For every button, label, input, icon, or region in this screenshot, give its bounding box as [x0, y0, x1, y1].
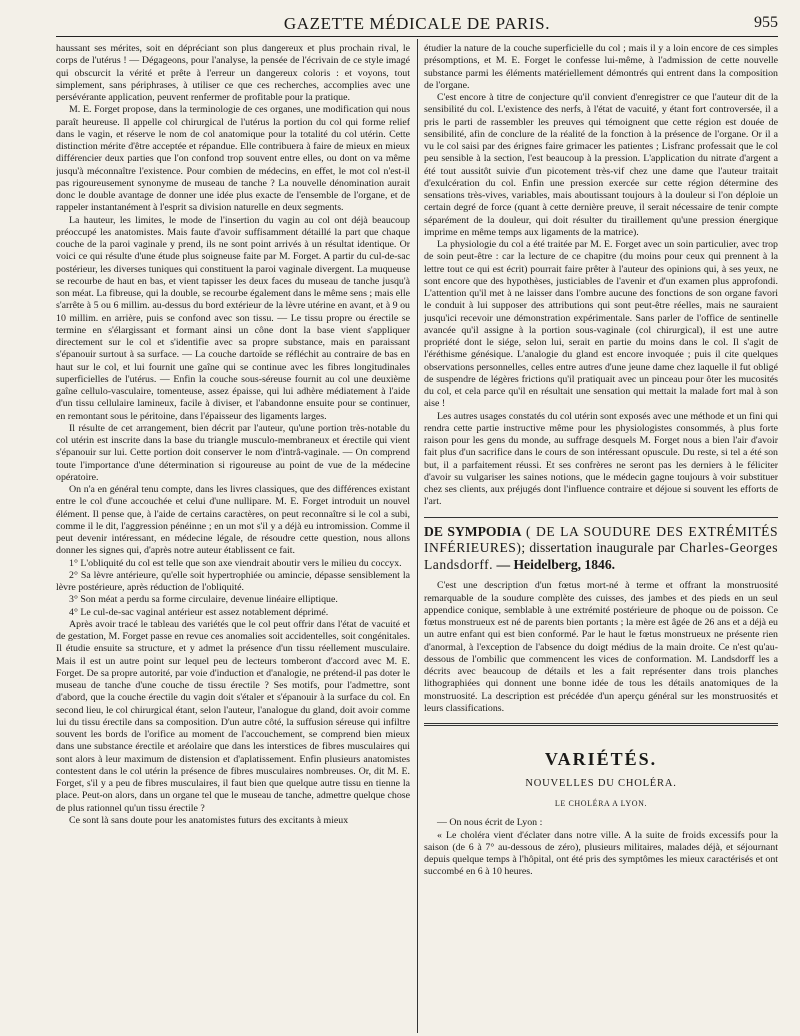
- column-divider: [417, 39, 418, 1033]
- paragraph: Les autres usages constatés du col utérin sont exposés avec une méthode et un fini qui rendra cette partie instructive même pour les physiologistes consommés, à plus forte raison pour les gens du monde, au suffrage desquels M. Forget nous a bien l'air d'avoir fait plus d'un sacrifice dans le cours de son intéressant opuscule. Du reste, si tel a été son but, il a parfaitement réussi. Et ses confrères ne seront pas les derniers à le féliciter d'avoir su vulgariser les saines notions, que le médecin gagne toujours à voir substituer chez ses clients, aux préjugés dont l'influence contraire et déjoue si souvent les efforts de l'art.: [424, 410, 778, 508]
- sub-subheading: LE CHOLÉRA A LYON.: [554, 799, 648, 809]
- paragraph: C'est encore à titre de conjecture qu'il convient d'enregistrer ce que l'auteur dit de la sensibilité du col. L'existence des nerfs, à l'état de vacuité, y étant fort controversée, il a pris le parti de rassembler les preuves qui témoignent que cette région est douée de sensibilité, afin de conclure de la réalité de la fonction à la présence de l'organe. Or il a vu le col saisi par des érignes faire grimacer les patientes ; Lisfranc professait que le col peu sensible à la section, l'est beaucoup à la pression. L'application du nitrate d'argent a été tout aussitôt suivie d'un picotement très-vif chez une dame que l'auteur traitait d'exulcération du col. Enfin une pression exercée sur cette région détermine des sensations très-vives, variables, mais aboutissant toujours à la douleur si l'on déploie un certain degré de force (quant à cette dernière preuve, il serait nécessaire de tenir compte séparément de la douleur, qui doit résulter du tiraillement qu'une pression énergique imprime en même temps aux ligaments de la matrice).: [424, 92, 778, 238]
- paragraph: étudier la nature de la couche superficielle du col ; mais il y a loin encore de ces simples présomptions, et M. E. Forget le confesse lui-même, à l'admission de cette nouvelle substance parmi les éléments matériellement démontrés qui entrent dans la composition de l'organe.: [424, 43, 778, 91]
- paragraph: Il résulte de cet arrangement, bien décrit par l'auteur, qu'une portion très-notable du col utérin est inscrite dans la base du triangle musculo-membraneux et érectile qui vient s'épanouir sur lui. Cette portion doit conserver le nom d'intrâ-vaginale. — On comprend toute l'importance d'une détermination si rigoureuse au point de vue de la médecine opératoire.: [56, 422, 410, 483]
- section-heading: VARIÉTÉS.: [544, 749, 658, 770]
- paragraph: C'est une description d'un fœtus mort-né à terme et offrant la monstruosité remarquable de la soudure complète des cuisses, des jambes et des pieds en un seul appendice conique, semblable à une extrémité postérieure de phoque ou de poisson. Ce fœtus monstrueux est né de parents bien portants ; la mère est âgée de 26 ans et a déjà eu un autre enfant qui est bien conformé. Par le haut le fœtus monstrueux ne présente rien d'anormal, à l'exception de l'absence du doigt médius de la main droite. Ce n'est qu'au-dessous de l'ombilic que commencent les vices de conformation. M. Landsdorff les a décrits avec beaucoup de détails et les a fait représenter dans trois planches lithographiées qui donnent une bonne idée de tous les détails anatomiques de la monstruosité. La description est précédée d'un aperçu général sur les monstruosités et leurs classifications.: [424, 580, 778, 714]
- section-separator: [424, 723, 778, 726]
- paragraph: M. E. Forget propose, dans la terminologie de ces organes, une modification qui nous paraît heureuse. Il appelle col chirurgical de l'utérus la portion du col qui forme relief dans le vagin, et réserve le nom de col anatomique pour la totalité du col utérin. Cette distinction mérite d'être acceptée et répandue. Elle contribuera à faire de mieux en mieux différencier deux parties que l'on confond trop souvent entre elles, ou dont on va même jusqu'à méconnaître l'existence. Pour combien de médecins, en effet, le mot col n'est-il pas rigoureusement synonyme de museau de tanche ? La nouvelle dénomination aurait donc le double avantage de donner une idée plus exacte de l'ensemble de l'organe, et de rappeler instantanément à l'esprit sa division naturelle en deux segments.: [56, 104, 410, 214]
- paragraph: Ce sont là sans doute pour les anatomistes futurs des excitants à mieux: [69, 814, 349, 826]
- two-column-body: [56, 43, 778, 1033]
- list-item: 2° Sa lèvre antérieure, qu'elle soit hypertrophiée ou amincie, dépasse sensiblement la lèvre postérieure, après réduction de l'obliquité.: [56, 569, 410, 593]
- subsection-heading: NOUVELLES DU CHOLÉRA.: [525, 778, 677, 790]
- article-title-lead: DE SYMPODIA: [424, 523, 522, 539]
- paragraph: La physiologie du col a été traitée par M. E. Forget avec un soin particulier, avec trop de soin peut-être : car la lecture de ce chapitre (du moins pour ceux qui prennent à la lettre tout ce qui est écrit) pourrait faire prêter à l'auteur des opinions qui, à ses yeux, ne sont encore que des hypothèses, justiciables de l'avenir et d'un examen plus approfondi. L'attention qu'il met à ne laisser dans l'ombre aucune des fonctions de son organe favori le conduit à lui supposer des attributions qui sont peut-être réelles, mais ne sauraient jusqu'ici recevoir une démonstration expérimentale. Sans parler de l'office de sentinelle avancée qu'il assigne à la portion sous-vaginale (col chirurgical), il est une autre propriété dont le siége, selon lui, serait en partie du moins dans le col. Il s'agit de l'éréthisme génésique. L'analogie du gland est encore invoquée ; puis il cite quelques observations personnelles, celles entre autres d'une jeune dame chez laquelle il fut obligé de suspendre de légères frictions qu'il pratiquait avec un pinceau pour ôter les mucosités du col, et cela parce qu'il en résultait une sensation qui mettait la malade fort mal à son aise !: [424, 239, 778, 410]
- paragraph: haussant ses mérites, soit en dépréciant son plus dangereux et plus prochain rival, le corps de l'utérus ! — Dégageons, pour l'analyse, la pensée de l'écrivain de ce style imagé qui obscurcit la vérité et prête à l'erreur un dangereux coloris : et voyons, tout simplement, sans périphrases, à utiliser ce que ces recherches, accomplies avec une persévérante application, peuvent renfermer de profitable pour la pratique.: [56, 43, 410, 103]
- list-item: 4° Le cul-de-sac vaginal antérieur est assez notablement déprimé.: [69, 606, 329, 618]
- paragraph: Après avoir tracé le tableau des variétés que le col peut offrir dans l'état de vacuité et de gestation, M. Forget passe en revue ces anomalies soit accidentelles, soit congénitales. Il étudie ensuite sa structure, et y admet la présence d'un tissu réellement musculaire. Mais il est un autre point sur lequel peu de lecteurs tomberont d'accord avec M. E. Forget. De sa propre autorité, par voie d'induction et d'analogie, ne prétend-il pas doter le museau de tanche d'une couche de tissu érectile ? Ses motifs, pour l'admettre, sont d'abord, que la couche érectile du vagin doit s'étaler et s'épanouir à la surface du col. En second lieu, le col chirurgical étant, selon l'auteur, l'analogue du gland, doit avoir comme lui du tissu érectile dans sa composition. D'un autre côté, la suffusion séreuse qui infiltre souvent les bords de l'orifice au moment de l'accouchement, se comprend bien mieux dans une substance érectile et aréolaire que dans les interstices de fibres musculaires qui sont alors à leur maximum de distension et d'aplatissement. Enfin plusieurs anatomistes contestent dans le col utérin la présence de fibres musculaires nombreuses. Or, dit M. E. Forget, s'il y a peu de fibres musculaires, il faut bien que quelque autre tissu en tienne la place. Peut-on alors, dans un organe tel que le museau de tanche, admettre quelque chose de plus rationnel qu'un tissu érectile ?: [56, 618, 410, 814]
- paragraph: On n'a en général tenu compte, dans les livres classiques, que des différences existant entre le col d'une accouchée et celui d'une nullipare. M. E. Forget introduit un nouvel élément. Il pense que, à l'aide de certains caractères, on peut reconnaître si le col a subi, comme il le dit, l'aggression pénéinne ; en un mot s'il y a déjà eu intromission. Comme il peut devenir intéressant, en médecine légale, de résoudre cette question, nous allons donner les signes qui, d'après notre auteur établissent ce fait.: [56, 484, 410, 557]
- article-title-subject: ( DE LA SOUDURE DES EXTRÉMITÉS INFÉRIEURES): [424, 523, 778, 556]
- page-number: 955: [754, 14, 778, 31]
- article-title: [424, 524, 778, 575]
- article-separator: [424, 517, 778, 518]
- news-paragraph: — On nous écrit de Lyon :: [437, 817, 543, 829]
- left-column: [56, 43, 410, 1033]
- paragraph: La hauteur, les limites, le mode de l'insertion du vagin au col ont déjà beaucoup préoccupé les anatomistes. Mais faute d'avoir suffisamment détaillé la part que chaque couche de la paroi vaginale y prend, ils ne sont point arrivés à un résultat identique. Or voici ce qui résulte d'une étude plus soigneuse faite par M. Forget. A partir du cul-de-sac postérieur, les diverses tuniques qui constituent la paroi vaginale divergent. La muqueuse se recourbe de haut en bas, et vient tapisser les deux faces du museau de tanche jusqu'à son méat. La fibreuse, qui la double, se recourbe également dans le même sens ; mais elle s'arrête à 5 ou 6 millim. au-dessus du bord extérieur de la lèvre utérine en avant, et à 9 ou 10 millim. en arrière, puis se confond avec son tissu. — Le tissu propre ou érectile se termine en s'élargissant et formant ainsi un cône dont la base vient s'appliquer directement sur le col et s'identifie avec sa propre substance, mais en paraissant s'épanouir surtout à sa surface. — La couche dartoïde se réfléchit au contraire de bas en haut sur le col, et lui fournit une gaîne qui se continue avec les fibres longitudinales superficielles de l'utérus. — Enfin la couche sous-séreuse fournit au col une deuxième gaîne cellulo-vasculaire, tomenteuse, assez épaisse, qui lui adhère médiatement à l'aide d'un tissu cellulaire lamineux, facile à diviser, et l'abandonne ensuite pour se continuer, en remontant sous le péritoine, dans l'épaisseur des ligaments larges.: [56, 214, 410, 422]
- running-title: GAZETTE MÉDICALE DE PARIS.: [283, 14, 551, 33]
- list-item: 1° L'obliquité du col est telle que son axe viendrait aboutir vers le milieu du coccyx.: [69, 557, 402, 569]
- news-paragraph: « Le choléra vient d'éclater dans notre ville. A la suite de froids excessifs pour la saison (de 6 à 7° au-dessous de zéro), plusieurs militaires, malades déjà, et séjournant depuis quelque temps à l'hôpital, ont été pris des symptômes les mieux caractérisés et ont succombé en 6 à 10 heures.: [424, 829, 778, 878]
- article-title-rest: ; dissertation inaugurale par: [521, 540, 676, 556]
- article-place: — Heidelberg, 1846.: [496, 557, 616, 573]
- page-header: [56, 10, 778, 37]
- right-column: [424, 43, 778, 1033]
- article-author: Charles-Georges Landsdorff.: [424, 540, 778, 573]
- list-item: 3° Son méat a perdu sa forme circulaire, devenue linéaire elliptique.: [69, 594, 338, 606]
